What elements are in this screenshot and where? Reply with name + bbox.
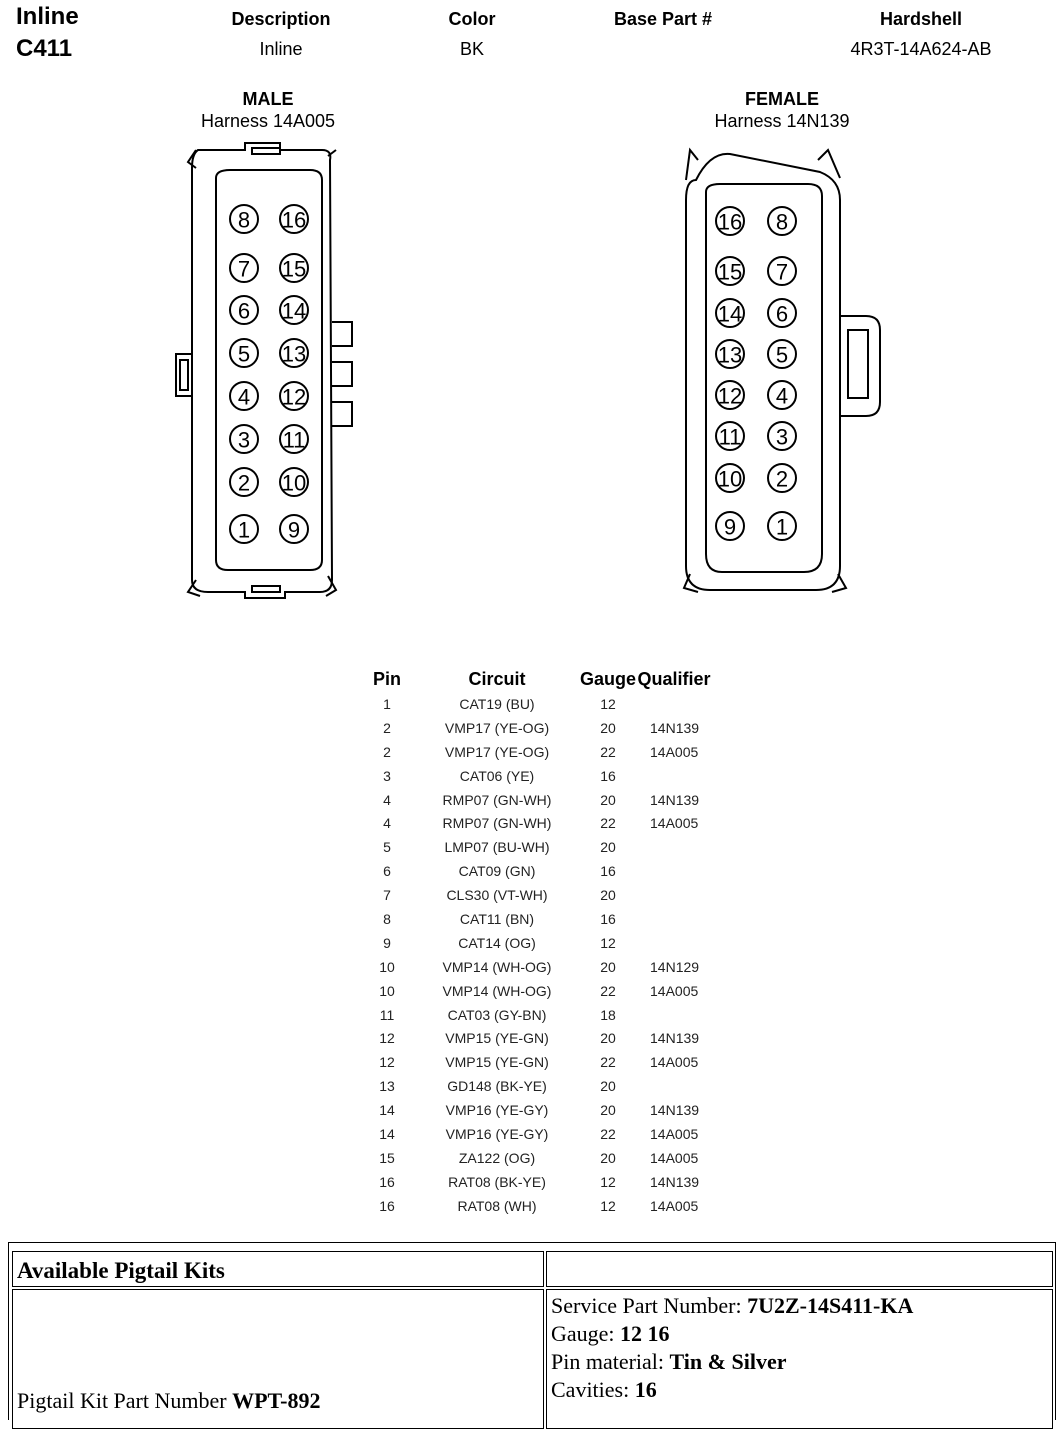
gauge-cell: 22 [600,1125,616,1142]
pin-cell: 16 [379,1173,395,1190]
gauge-cell: 22 [600,815,616,832]
color-value: BK [459,39,484,59]
female-pin-number: 4 [775,383,789,409]
hardshell-value: 4R3T-14A624-AB [850,39,992,59]
pigtail-kit-label: Pigtail Kit Part Number [17,1388,233,1413]
female-pin-number: 7 [775,259,789,285]
female-pin-number: 10 [717,466,743,492]
gauge-cell: 20 [600,1149,616,1166]
pin-cell: 3 [383,767,391,784]
pin-cell: 15 [379,1149,395,1166]
table-row [360,1194,712,1218]
base-part-label: Base Part # [613,9,713,29]
female-corner-latch [686,150,698,180]
qualifier-cell [636,907,712,931]
male-pin-number: 1 [237,517,251,543]
pigtail-details-cell [546,1289,1053,1429]
gauge-label: Gauge: [551,1321,621,1346]
qualifier-cell: 14A005 [650,1149,699,1166]
circuit-header: Circuit [468,668,526,689]
pin-cell: 14 [379,1125,395,1142]
male-harness: Harness 14A005 [200,111,336,131]
qualifier-cell: 14N139 [650,1173,700,1190]
description-column [200,0,362,60]
circuit-cell: GD148 (BK-YE) [447,1078,547,1095]
female-pin-number: 12 [717,383,743,409]
circuit-cell: CAT19 (BU) [459,695,535,712]
table-row [360,740,712,764]
male-pin-number: 5 [237,341,251,367]
male-pin-number: 14 [281,298,307,324]
male-title: MALE [242,89,294,109]
gauge-cell: 20 [600,791,616,808]
qualifier-cell [636,1003,712,1027]
female-pin-number: 14 [717,301,743,327]
circuit-cell: VMP17 (YE-OG) [444,719,550,736]
pigtail-gauge [551,1320,1048,1348]
service-value: 7U2Z-14S411-KA [747,1293,914,1318]
table-row [360,1170,712,1194]
qualifier-cell [636,835,712,859]
gauge-cell: 20 [600,1102,616,1119]
qualifier-cell: 14A005 [650,743,699,760]
male-pin-number: 11 [282,427,306,453]
qualifier-cell: 14A005 [650,815,699,832]
female-pin-number: 2 [775,466,789,492]
pigtail-kit-cell [12,1289,544,1429]
female-pin-number: 8 [775,209,789,235]
cavities-label: Cavities: [551,1377,635,1402]
male-connector-face [160,140,380,610]
qualifier-cell: 14N129 [650,958,700,975]
qualifier-cell [636,1074,712,1098]
color-label: Color [448,9,496,29]
female-pin-group [716,207,796,540]
circuit-cell: VMP15 (YE-GN) [445,1030,549,1047]
gauge-cell: 20 [600,887,616,904]
male-right-tab [332,402,352,426]
table-row [360,1146,712,1170]
pin-cell: 4 [383,815,391,832]
table-row [360,1074,712,1098]
male-pin-number: 6 [237,298,251,324]
table-row [360,955,712,979]
qualifier-cell: 14A005 [650,1054,699,1071]
pin-cell: 6 [383,863,391,880]
qualifier-cell: 14A005 [650,982,699,999]
circuit-cell: RMP07 (GN-WH) [442,815,552,832]
female-connector-face [670,140,900,610]
gauge-cell: 16 [600,767,616,784]
male-pin-number: 10 [281,470,307,496]
circuit-cell: VMP16 (YE-GY) [445,1102,549,1119]
pin-cell: 12 [379,1054,395,1071]
male-bottom-key [252,586,280,592]
circuit-cell: CLS30 (VT-WH) [446,887,548,904]
qualifier-cell: 14A005 [650,1197,699,1214]
table-row [360,716,712,740]
table-row [360,859,712,883]
male-outer-shell [192,143,332,598]
table-row [360,1050,712,1074]
gauge-cell: 22 [600,743,616,760]
table-row [360,692,712,716]
male-top-key [252,148,280,154]
pin-cell: 9 [383,934,391,951]
male-pin-number: 2 [237,470,251,496]
hardshell-label: Hardshell [879,9,963,29]
female-pin-number: 6 [775,301,789,327]
qualifier-cell [636,883,712,907]
female-pin-number: 11 [718,424,742,450]
gauge-cell: 12 [600,1173,616,1190]
table-row [360,907,712,931]
qualifier-cell [636,859,712,883]
circuit-cell: CAT14 (OG) [458,934,536,951]
gauge-cell: 20 [600,958,616,975]
pigtail-title-blank [546,1251,1053,1287]
pin-cell: 16 [379,1197,395,1214]
qualifier-cell [636,931,712,955]
pigtail-kit-panel [8,1242,1056,1420]
male-pin-number: 13 [281,341,307,367]
female-pin-number: 16 [717,209,743,235]
table-row [360,931,712,955]
gauge-cell: 16 [600,863,616,880]
table-row [360,883,712,907]
circuit-cell: RAT08 (BK-YE) [448,1173,546,1190]
connector-id: C411 [16,35,73,62]
color-column [412,0,532,60]
gauge-cell: 18 [600,1006,616,1023]
male-pin-number: 7 [237,256,251,282]
gauge-cell: 12 [600,934,616,951]
table-row [360,788,712,812]
pin-cell: 1 [383,695,391,712]
pin-header: Pin [372,668,401,689]
gauge-cell: 20 [600,1078,616,1095]
male-label [168,88,368,132]
circuit-cell: CAT09 (GN) [458,863,536,880]
gauge-cell: 12 [600,1197,616,1214]
male-pin-group [230,205,308,543]
male-pin-number: 4 [237,384,251,410]
pin-material-label: Pin material: [551,1349,670,1374]
circuit-cell: CAT03 (GY-BN) [447,1006,547,1023]
male-pin-number: 15 [281,256,307,282]
pin-cell: 8 [383,910,391,927]
service-label: Service Part Number: [551,1293,748,1318]
female-outer-shell [686,154,840,590]
circuit-cell: RMP07 (GN-WH) [442,791,552,808]
qualifier-cell: 14A005 [650,1125,699,1142]
male-right-tab [332,362,352,386]
female-title: FEMALE [745,89,819,109]
qualifier-cell: 14N139 [650,1102,700,1119]
service-part-number [551,1292,1048,1320]
qualifier-header: Qualifier [637,668,711,689]
female-latch [848,330,868,398]
description-value: Inline [259,39,303,59]
table-row [360,979,712,1003]
gauge-cell: 16 [600,910,616,927]
circuit-cell: VMP14 (WH-OG) [442,958,552,975]
circuit-cell: VMP14 (WH-OG) [442,982,552,999]
pin-cell: 10 [379,958,395,975]
description-label: Description [231,9,331,29]
table-row [360,835,712,859]
pigtail-pin-material [551,1348,1048,1376]
gauge-value: 12 16 [620,1321,670,1346]
circuit-cell: VMP17 (YE-OG) [444,743,550,760]
female-pin-number: 15 [717,259,743,285]
pin-table [360,666,712,1218]
pin-cell: 14 [379,1102,395,1119]
circuit-cell: VMP16 (YE-GY) [445,1125,549,1142]
circuit-cell: VMP15 (YE-GN) [445,1054,549,1071]
table-row [360,1098,712,1122]
female-harness: Harness 14N139 [714,111,850,131]
gauge-cell: 22 [600,1054,616,1071]
pin-cell: 7 [383,887,391,904]
base-part-column [590,0,736,38]
pin-cell: 12 [379,1030,395,1047]
circuit-cell: ZA122 (OG) [458,1149,536,1166]
gauge-cell: 20 [600,1030,616,1047]
circuit-cell: CAT06 (YE) [459,767,535,784]
circuit-cell: RAT08 (WH) [457,1197,537,1214]
pin-cell: 2 [383,719,391,736]
gauge-header: Gauge [580,668,637,689]
male-right-tab [332,322,352,346]
table-row [360,1003,712,1027]
pigtail-kit-part-number [17,1388,321,1414]
table-row [360,1026,712,1050]
pigtail-kit-value: WPT-892 [232,1388,321,1413]
pin-cell: 2 [383,743,391,760]
qualifier-cell: 14N139 [650,1030,700,1047]
female-pin-number: 9 [723,514,737,540]
qualifier-cell: 14N139 [650,719,700,736]
gauge-cell: 20 [600,839,616,856]
pigtail-title: Available Pigtail Kits [12,1251,544,1287]
female-label [682,88,882,132]
pigtail-cavities [551,1376,1048,1404]
gauge-cell: 20 [600,719,616,736]
table-row [360,764,712,788]
connector-type: Inline [16,3,79,30]
pin-material-value: Tin & Silver [669,1349,787,1374]
female-pin-number: 13 [717,342,743,368]
pin-cell: 11 [379,1006,395,1023]
connector-header [0,0,1062,80]
male-pin-number: 16 [281,207,307,233]
table-row [360,811,712,835]
qualifier-cell [636,692,712,716]
gauge-cell: 22 [600,982,616,999]
hardshell-column [820,0,1022,60]
male-pin-number: 8 [237,207,251,233]
pin-cell: 5 [383,839,391,856]
qualifier-cell: 14N139 [650,791,700,808]
male-left-latch-tab [180,360,188,390]
gauge-cell: 12 [600,695,616,712]
qualifier-cell [636,764,712,788]
female-corner-latch [818,150,840,178]
male-pin-number: 9 [287,517,301,543]
male-pin-number: 3 [237,427,251,453]
cavities-value: 16 [634,1377,657,1402]
male-pin-number: 12 [281,384,307,410]
female-pin-number: 5 [775,342,789,368]
pin-table-header-row [360,666,712,692]
circuit-cell: CAT11 (BN) [459,910,535,927]
female-pin-number: 3 [775,424,789,450]
pin-cell: 4 [383,791,391,808]
table-row [360,1122,712,1146]
circuit-cell: LMP07 (BU-WH) [444,839,550,856]
female-pin-number: 1 [775,514,789,540]
pin-cell: 13 [379,1078,395,1095]
pin-cell: 10 [379,982,395,999]
